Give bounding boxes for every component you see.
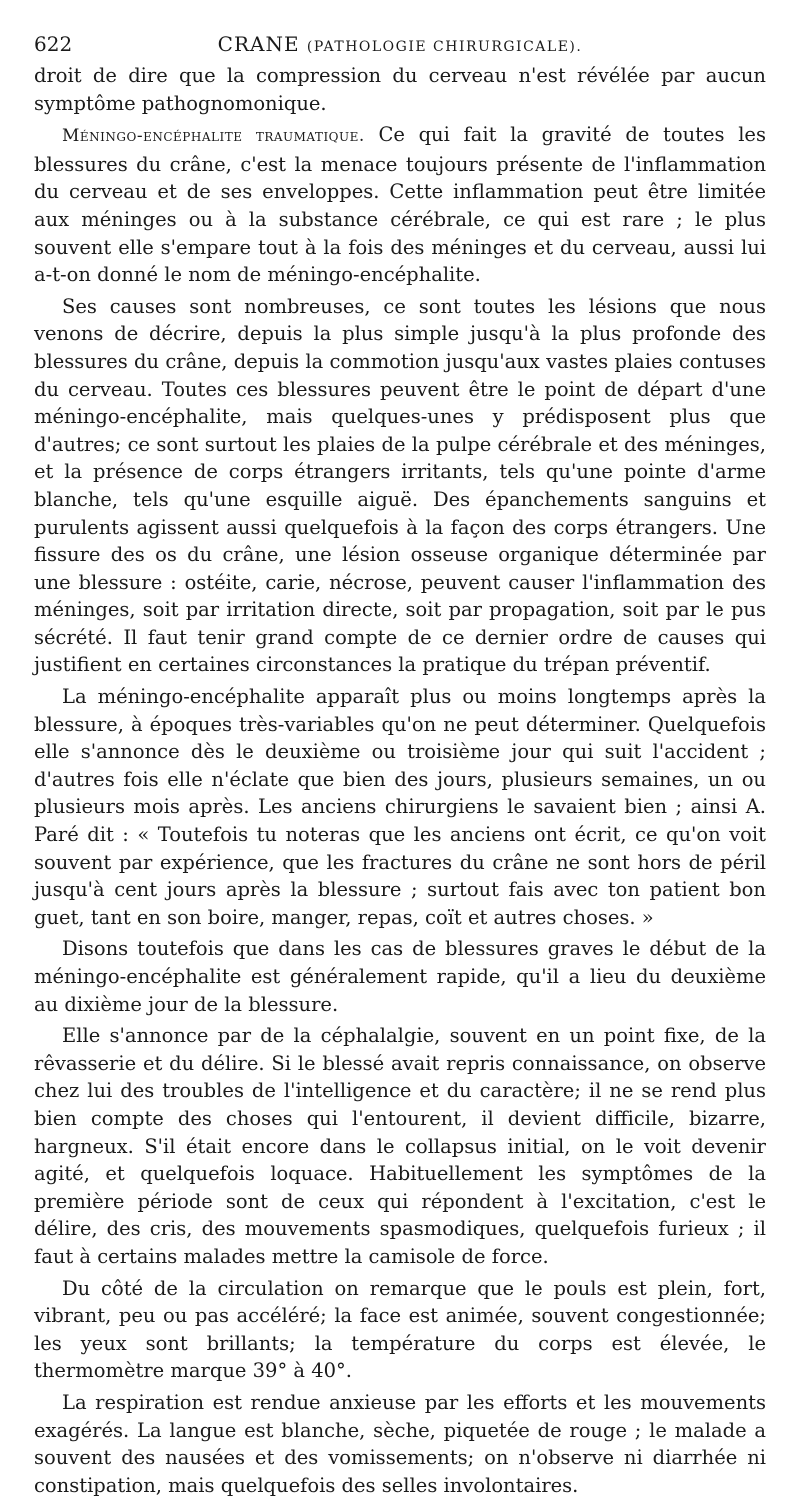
paragraph-text: La respiration est rendue anxieuse par les efforts et les mouvements exagérés. La langue est blanche, sèche, piquetée de rouge ; le malade a souvent des nausées et des vomissements; on n'observe ni diarrhée ni constipation, mais quelquefois des selles involontaires. <box>34 1390 766 1497</box>
paragraph-3 <box>34 293 766 679</box>
paragraph-text: Ce qui fait la gravité de toutes les blessures du crâne, c'est la menace toujours présente de l'inflammation du cerveau et de ses enveloppes. Cette inflammation peut être limitée aux méninges ou à la substance cérébrale, ce qui est rare ; le plus souvent elle s'empare tout à la fois des méninges et du cerveau, aussi lui a-t-on donné le nom de méningo-encéphalite. <box>34 123 766 287</box>
running-title-main: CRANE <box>217 32 300 56</box>
paragraph-8 <box>34 1389 766 1499</box>
paragraph-2 <box>34 121 766 289</box>
running-header <box>34 30 766 58</box>
paragraph-6 <box>34 1022 766 1270</box>
running-title-subtitle: (PATHOLOGIE CHIRURGICALE). <box>306 39 583 55</box>
body-text <box>34 62 766 1503</box>
paragraph-text: Du côté de la circulation on remarque que le pouls est plein, fort, vibrant, peu ou pas accéléré; la face est animée, souvent congestionnée; les yeux sont brillants; la température du corps est élevée, le thermomètre marque 39° à 40°. <box>34 1276 766 1383</box>
paragraph-4 <box>34 683 766 931</box>
section-heading: Méningo-encéphalite traumatique. <box>62 126 365 147</box>
running-title <box>34 30 766 61</box>
paragraph-1 <box>34 62 766 117</box>
paragraph-text: Disons toutefois que dans les cas de blessures graves le début de la méningo-encéphalite est généralement rapide, qu'il a lieu du deuxième au dixième jour de la blessure. <box>34 937 766 1016</box>
page-number: 622 <box>34 32 73 56</box>
paragraph-text: Elle s'annonce par de la céphalalgie, souvent en un point fixe, de la rêvasserie et du délire. Si le blessé avait repris connaissance, on observe chez lui des troubles de l'intelligence et du caractère; il ne se rend plus bien compte des choses qui l'entourent, il devient difficile, bizarre, hargneux. S'il était encore dans le collapsus initial, on le voit devenir agité, et quelquefois loquace. Habituellement les symptômes de la première période sont de ceux qui répondent à l'excitation, c'est le délire, des cris, des mouvements spasmodiques, quelquefois furieux ; il faut à certains malades mettre la camisole de force. <box>34 1024 766 1268</box>
paragraph-text: La méningo-encéphalite apparaît plus ou moins longtemps après la blessure, à époques très-variables qu'on ne peut déterminer. Quelquefois elle s'annonce dès le deuxième ou troisième jour qui suit l'accident ; d'autres fois elle n'éclate que bien des jours, plusieurs semaines, un ou plusieurs mois après. Les anciens chirurgiens le savaient bien ; ainsi A. Paré dit : « Toutefois tu noteras que les anciens ont écrit, ce qu'on voit souvent par expérience, que les fractures du crâne ne sont hors de péril jusqu'à cent jours après la blessure ; surtout fais avec ton patient bon guet, tant en son boire, manger, repas, coït et autres choses. » <box>34 685 766 929</box>
paragraph-text: droit de dire que la compression du cerveau n'est révélée par aucun symptôme pathognomonique. <box>34 64 766 115</box>
paragraph-text: Ses causes sont nombreuses, ce sont toutes les lésions que nous venons de décrire, depuis la plus simple jusqu'à la plus profonde des blessures du crâne, depuis la commotion jusqu'aux vastes plaies contuses du cerveau. Toutes ces blessures peuvent être le point de départ d'une méningo-encéphalite, mais quelques-unes y prédisposent plus que d'autres; ce sont surtout les plaies de la pulpe cérébrale et des méninges, et la présence de corps étrangers irritants, tels qu'une pointe d'arme blanche, tels qu'une esquille aiguë. Des épanchements sanguins et purulents agissent aussi quelquefois à la façon des corps étrangers. Une fissure des os du crâne, une lésion osseuse organique déterminée par une blessure : ostéite, carie, nécrose, peuvent causer l'inflammation des méninges, soit par irritation directe, soit par propagation, soit par le pus sécrété. Il faut tenir grand compte de ce dernier ordre de causes qui justifient en certaines circonstances la pratique du trépan préventif. <box>34 294 766 677</box>
paragraph-5 <box>34 935 766 1018</box>
paragraph-7 <box>34 1275 766 1385</box>
